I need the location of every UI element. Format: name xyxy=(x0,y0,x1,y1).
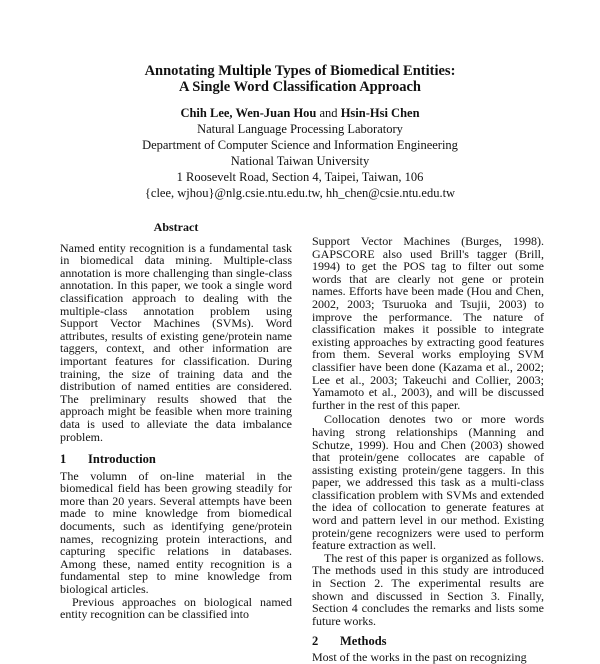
affiliation-address: 1 Roosevelt Road, Section 4, Taipei, Taiwan, 106 xyxy=(176,170,424,184)
body-paragraph: Most of the works in the past on recognizing xyxy=(312,650,527,664)
methods-heading xyxy=(312,635,544,648)
affiliation-lab: Natural Language Processing Laboratory xyxy=(197,122,403,136)
affiliation-email: {clee, wjhou}@nlg.csie.ntu.edu.tw, hh_chen@csie.ntu.edu.tw xyxy=(144,186,456,200)
body-paragraph: Collocation denotes two or more words having strong relationships (Manning and Schutze, 1999). Hou and Chen (2003) showed that protein/gene collocates are capable of assisting existing protein/gene taggers. In this paper, we addressed this task as a multi-class classification problem with SVMs and extended the idea of collocation to generate features at word and pattern level in our method. Existing protein/gene recognizers were used to perform feature extraction as well. xyxy=(312,412,544,553)
paper-title xyxy=(0,63,600,95)
intro-paragraph: Previous approaches on biological named entity recognition can be classified into xyxy=(60,594,292,622)
author-names: Chih Lee, Wen-Juan Hou xyxy=(180,106,317,120)
author-name: Hsin-Hsi Chen xyxy=(340,106,420,120)
affiliation-univ: National Taiwan University xyxy=(230,154,370,168)
section-title: Introduction xyxy=(88,452,156,467)
right-column xyxy=(312,235,544,664)
body-paragraph: Support Vector Machines (Burges, 1998). GAPSCORE also used Brill's tagger (Brill, 1994) to get the POS tag to filter out some words that are clearly not gene or protein names. Efforts have been made (Hou and Chen, 2002, 2003; Tsuruoka and Tsujii, 2003) to improve the performance. The nature of classification makes it possible to integrate existing approaches by extracting good features from them. Several works employing SVM classifier have been done (Kazama et al., 2002; Lee et al., 2003; Takeuchi and Collier, 2003; Yamamoto et al., 2003), and will be discussed further in the rest of this paper. xyxy=(312,234,544,412)
affiliation-dept: Department of Computer Science and Information Engineering xyxy=(142,138,458,152)
intro-heading xyxy=(60,453,292,466)
section-number: 2 xyxy=(312,634,319,649)
affiliation xyxy=(0,121,600,201)
section-title: Methods xyxy=(340,634,387,649)
abstract-heading: Abstract xyxy=(153,220,199,234)
intro-paragraph: The volumn of on-line material in the biomedical field has been growing steadily for more than 20 years. Several attempts have been made to mine knowledge from biomedical documents, such as identifying gene/protein names, recognizing protein interactions, and capturing specific relations in databases. Among these, named entity recognition is a fundamental step to mine knowledge from biological articles. xyxy=(60,468,292,597)
section-number: 1 xyxy=(60,452,67,467)
title-line: A Single Word Classification Approach xyxy=(179,79,421,95)
left-column xyxy=(60,221,292,621)
authors xyxy=(0,106,600,121)
title-line: Annotating Multiple Types of Biomedical Entities: xyxy=(144,63,456,79)
author-and: and xyxy=(316,106,341,120)
abstract-body: Named entity recognition is a fundamental task in biomedical data mining. Multiple-class annotation is more challenging than single-class annotation. In this paper, we took a single word classification approach to dealing with the multiple-class annotation problem using Support Vector Machines (SVMs). Word attributes, results of existing gene/protein name taggers, context, and other information are important features for classification. During training, the size of training data and the distribution of named entities are considered. The preliminary results showed that the approach might be feasible when more training data is used to alleviate the data imbalance problem. xyxy=(60,240,292,444)
body-paragraph: The rest of this paper is organized as follows. The methods used in this study are introduced in Section 2. The experimental results are shown and discussed in Section 3. Finally, Section 4 concludes the remarks and lists some future works. xyxy=(312,550,544,628)
